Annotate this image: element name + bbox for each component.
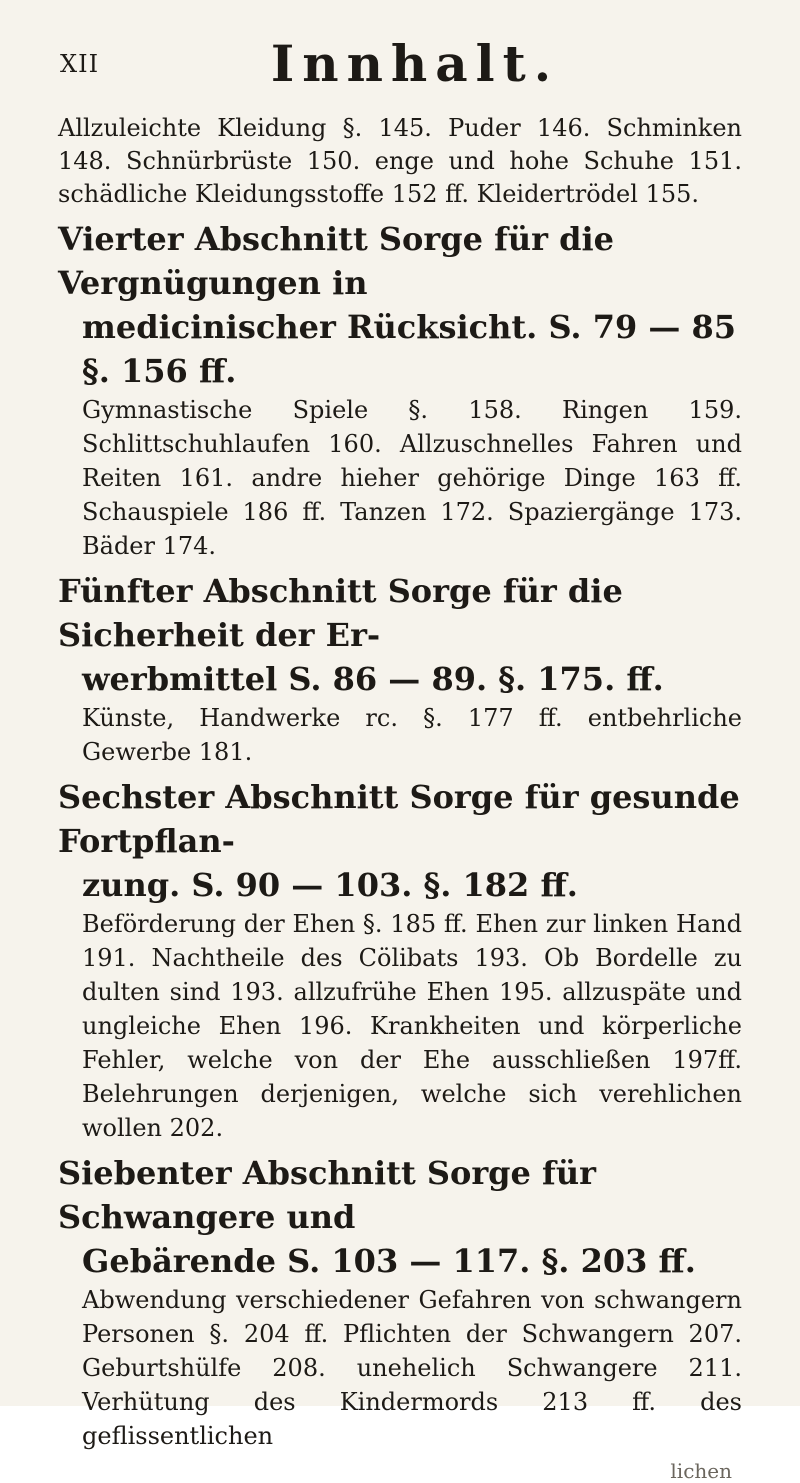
section-heading (58, 1151, 742, 1283)
section-body: Gymnastische Spiele §. 158. Ringen 159. Schlittschuhlaufen 160. Allzuschnelles Fahren und Reiten 161. andre hieher gehörige Dinge 163 ff. Schauspiele 186 ff. Tanzen 172. Spaziergänge 173. Bäder 174. (82, 396, 742, 560)
section-body: Künste, Handwerke rc. §. 177 ff. entbehrliche Gewerbe 181. (82, 704, 742, 766)
section-heading-line: Fünfter Abschnitt Sorge für die Sicherheit der Er- (58, 572, 623, 654)
section-heading-line: werbmittel S. 86 — 89. §. 175. ff. (82, 660, 664, 698)
section-heading (58, 775, 742, 907)
section-seventh (58, 1151, 742, 1453)
section-heading-line: Gebärende S. 103 — 117. §. 203 ff. (82, 1242, 696, 1280)
section-heading-line: Vierter Abschnitt Sorge für die Vergnügungen in (58, 220, 614, 302)
section-fourth (58, 217, 742, 563)
section-heading (58, 569, 742, 701)
intro-paragraph: Allzuleichte Kleidung §. 145. Puder 146. Schminken 148. Schnürbrüste 150. enge und hohe Schuhe 151. schädliche Kleidungsstoffe 152 ff. Kleidertrödel 155. (58, 114, 742, 208)
section-heading-line: zung. S. 90 — 103. §. 182 ff. (82, 866, 578, 904)
section-heading (58, 217, 742, 393)
page-number: XII (60, 50, 100, 78)
section-heading-line: medicinischer Rücksicht. S. 79 — 85 §. 156 ff. (82, 308, 737, 390)
page-header (58, 0, 742, 112)
section-sixth (58, 775, 742, 1145)
section-heading-line: Siebenter Abschnitt Sorge für Schwangere und (58, 1154, 596, 1236)
section-body: Beförderung der Ehen §. 185 ff. Ehen zur linken Hand 191. Nachtheile des Cölibats 193. Ob Bordelle zu dulten sind 193. allzufrühe Ehen 195. allzuspäte und ungleiche Ehen 196. Krankheiten und körperliche Fehler, welche von der Ehe ausschließen 197ff. Belehrungen derjenigen, welche sich verehlichen wollen 202. (82, 910, 742, 1142)
catchword: lichen (670, 1459, 732, 1483)
section-heading-line: Sechster Abschnitt Sorge für gesunde Fortpflan- (58, 778, 740, 860)
section-fifth (58, 569, 742, 769)
running-head: Innhalt. (270, 34, 560, 93)
section-body: Abwendung verschiedener Gefahren von schwangern Personen §. 204 ff. Pflichten der Schwangern 207. Geburtshülfe 208. unehelich Schwangere 211. Verhütung des Kindermords 213 ff. des geflissentlichen (82, 1286, 742, 1450)
